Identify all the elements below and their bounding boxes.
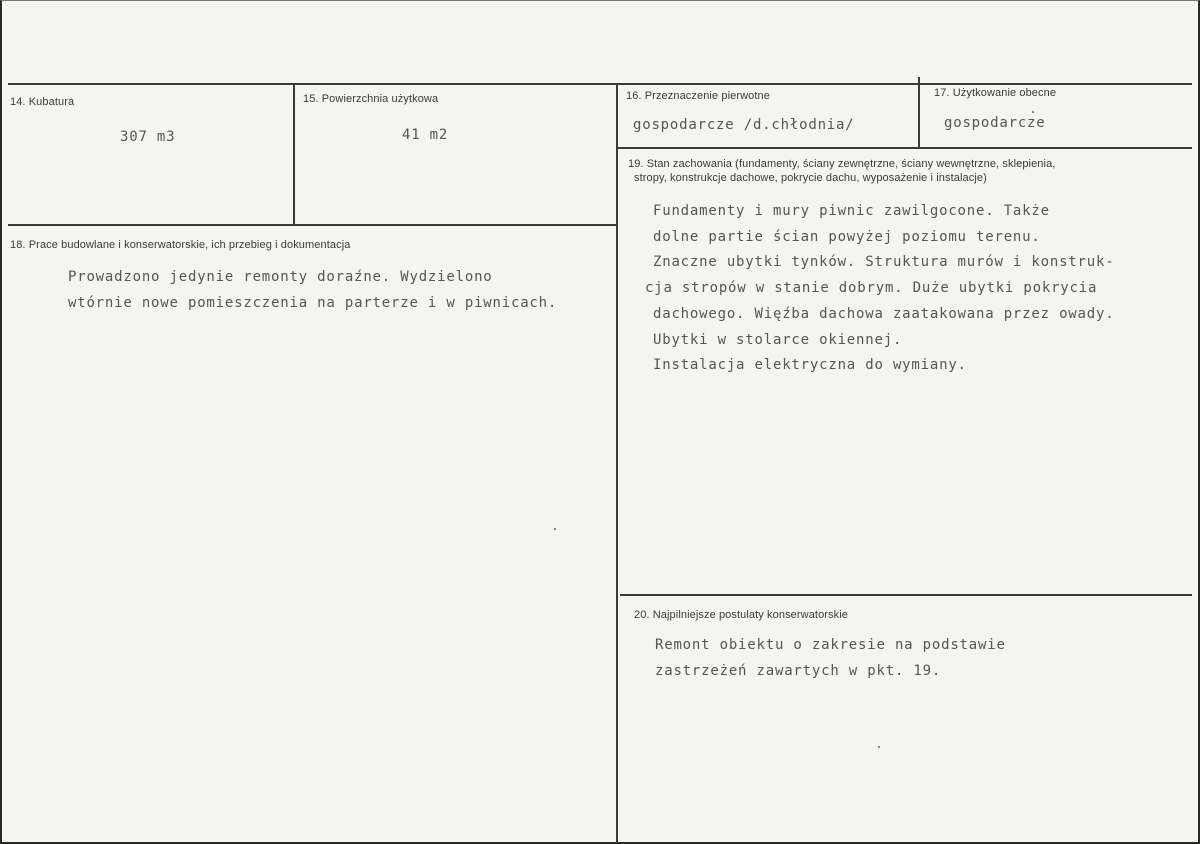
field-19-label-line2: stropy, konstrukcje dachowe, pokrycie dachu, wyposażenie i instalacje) — [634, 172, 987, 184]
rule-below-19 — [620, 594, 1192, 596]
field-17-value: gospodarcze — [944, 115, 1046, 131]
field-18-label: 18. Prace budowlane i konserwatorskie, ich przebieg i dokumentacja — [10, 239, 351, 251]
top-rule — [8, 83, 1192, 85]
field-19-text — [645, 199, 1114, 379]
main-divider — [616, 83, 618, 843]
rule-below-16-17 — [616, 147, 1192, 149]
field-19-label-line1: 19. Stan zachowania (fundamenty, ściany zewnętrzne, ściany wewnętrzne, sklepienia, — [628, 158, 1056, 170]
field-16-label: 16. Przeznaczenie pierwotne — [626, 90, 770, 102]
field-20-label: 20. Najpilniejsze postulaty konserwatorskie — [634, 609, 849, 621]
paper-speck — [878, 746, 880, 748]
rule-below-14-15 — [8, 224, 618, 226]
field-20-text — [655, 632, 1006, 684]
field-20-line: zastrzeżeń zawartych w pkt. 19. — [655, 663, 942, 679]
divider-16-17 — [918, 77, 920, 149]
field-19-line: Fundamenty i mury piwnic zawilgocone. Także — [653, 203, 1050, 219]
field-19-line: Ubytki w stolarce okiennej. — [653, 331, 903, 348]
field-14-value: 307 m3 — [120, 129, 176, 145]
field-18-line: Prowadzono jedynie remonty doraźne. Wydzielono — [68, 269, 493, 285]
field-15-value: 41 m2 — [402, 127, 449, 143]
field-20-line: Remont obiektu o zakresie na podstawie — [655, 637, 1006, 653]
paper-speck — [554, 528, 556, 530]
divider-14-15 — [293, 83, 295, 226]
field-19-line: cja stropów w stanie dobrym. Duże ubytki pokrycia — [645, 280, 1098, 297]
field-18-text — [68, 264, 557, 316]
field-19-line: Znaczne ubytki tynków. Struktura murów i konstruk- — [653, 254, 1115, 271]
field-19-line: Instalacja elektryczna do wymiany. — [653, 357, 967, 374]
field-18-line: wtórnie nowe pomieszczenia na parterze i w piwnicach. — [68, 295, 558, 311]
field-15-label: 15. Powierzchnia użytkowa — [303, 93, 439, 105]
field-14-label: 14. Kubatura — [10, 96, 75, 108]
paper-speck — [1032, 111, 1034, 113]
field-19-line: dolne partie ścian powyżej poziomu terenu. — [653, 228, 1041, 245]
field-16-value: gospodarcze /d.chłodnia/ — [633, 117, 855, 133]
field-17-label: 17. Użytkowanie obecne — [934, 87, 1057, 99]
field-19-line: dachowego. Więźba dachowa zaatakowana przez owady. — [653, 305, 1115, 322]
